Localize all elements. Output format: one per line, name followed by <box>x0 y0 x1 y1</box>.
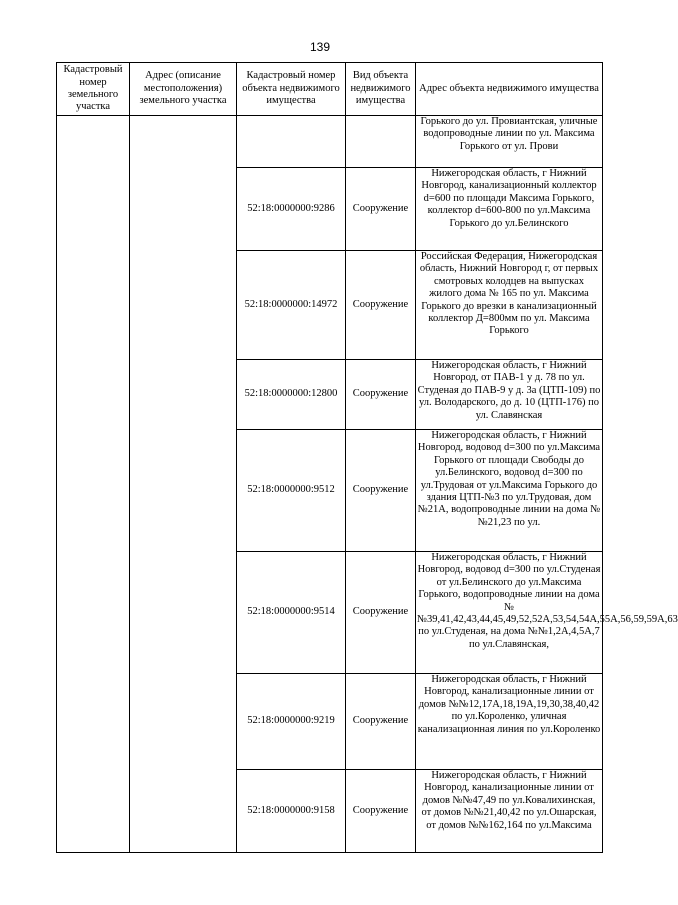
header-land-cadastral-number: Кадастровый номер земельного участка <box>57 63 130 116</box>
object-cadastral-number: 52:18:0000000:9219 <box>237 674 346 770</box>
object-kind: Сооружение <box>346 168 416 251</box>
object-kind: Сооружение <box>346 674 416 770</box>
object-cadastral-number: 52:18:0000000:9286 <box>237 168 346 251</box>
header-land-address: Адрес (описание местоположения) земельного участка <box>130 63 237 116</box>
object-address: Нижегородская область, г Нижний Новгород, канализационные линии от домов №№12,17А,18,19А,19,30,38,40,42 по ул.Короленко, уличная канализационная линия по ул.Короленко <box>416 674 603 770</box>
object-kind <box>346 116 416 168</box>
land-address-cell <box>130 116 237 853</box>
object-address: Горького до ул. Провиантская, уличные водопроводные линии по ул. Максима Горького от ул. Прови <box>416 116 603 168</box>
object-cadastral-number: 52:18:0000000:9514 <box>237 552 346 674</box>
object-address: Нижегородская область, г Нижний Новгород, от ПАВ-1 у д. 78 по ул. Студеная до ПАВ-9 у д. 3а (ЦТП-109) по ул. Володарского, до д. 10 (ЦТП-176) по ул. Славянская <box>416 360 603 430</box>
header-object-kind: Вид объекта недвижимого имущества <box>346 63 416 116</box>
object-address: Нижегородская область, г Нижний Новгород, водовод d=300 по ул.Максима Горького от площади Свободы до ул.Белинского, водовод d=300 по ул.Трудовая от ул.Максима Горького до здания ЦТП-№3 по ул.Трудовая, дом №21А, водопроводные линии на дома №№21,23 по ул. <box>416 430 603 552</box>
object-address: Нижегородская область, г Нижний Новгород, водовод d=300 по ул.Студеная от ул.Белинского до ул.Максима Горького, водопроводные линии на дома №№39,41,42,43,44,45,49,52,52А,53,54,54А,55А,56,59,59А,63 по ул.Студеная, на дома №№1,2А,4,5А,7 по ул.Славянская, <box>416 552 603 674</box>
object-address: Нижегородская область, г Нижний Новгород, канализационные линии от домов №№47,49 по ул.Ковалихинская, от домов №№21,40,42 по ул.Ошарская, от домов №№162,164 по ул.Максима <box>416 770 603 853</box>
object-address: Российская Федерация, Нижегородская область, Нижний Новгород г, от первых смотровых колодцев на выпусках жилого дома № 165 по ул. Максима Горького до врезки в канализационный коллектор Д=800мм по ул. Максима Горького <box>416 251 603 360</box>
object-kind: Сооружение <box>346 552 416 674</box>
page-number: 139 <box>309 40 331 54</box>
object-cadastral-number: 52:18:0000000:12800 <box>237 360 346 430</box>
object-kind: Сооружение <box>346 770 416 853</box>
object-cadastral-number: 52:18:0000000:14972 <box>237 251 346 360</box>
object-cadastral-number: 52:18:0000000:9512 <box>237 430 346 552</box>
header-object-cadastral-number: Кадастровый номер объекта недвижимого имущества <box>237 63 346 116</box>
object-kind: Сооружение <box>346 360 416 430</box>
object-cadastral-number <box>237 116 346 168</box>
object-kind: Сооружение <box>346 430 416 552</box>
table-header-row <box>57 63 603 116</box>
object-kind: Сооружение <box>346 251 416 360</box>
object-cadastral-number: 52:18:0000000:9158 <box>237 770 346 853</box>
header-object-address: Адрес объекта недвижимого имущества <box>416 63 603 116</box>
object-address: Нижегородская область, г Нижний Новгород, канализационный коллектор d=600 по площади Максима Горького, коллектор d=600-800 по ул.Максима Горького до ул.Белинского <box>416 168 603 251</box>
property-table <box>56 62 678 853</box>
table-row <box>57 116 603 168</box>
land-cadastral-number-cell <box>57 116 130 853</box>
